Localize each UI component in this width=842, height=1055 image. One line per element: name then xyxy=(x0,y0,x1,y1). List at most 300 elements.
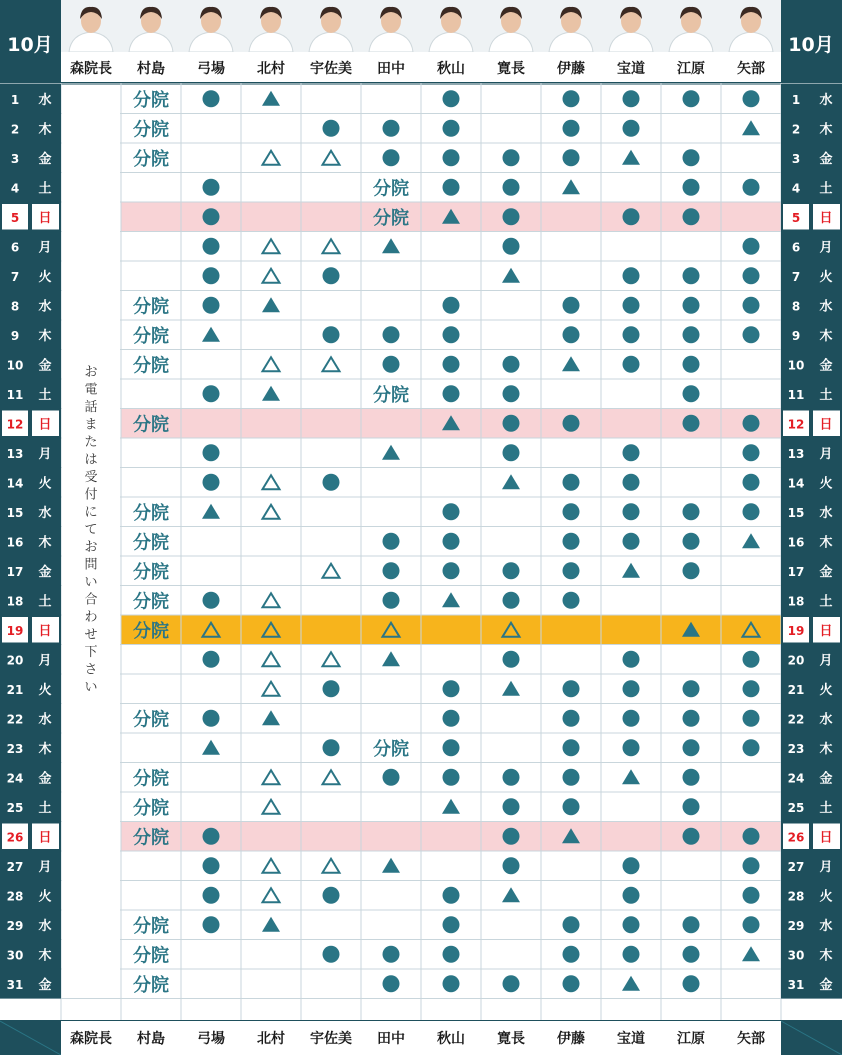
weekday-right: 金 xyxy=(819,977,833,993)
day-number-left: 19 xyxy=(6,623,24,638)
day-number-right: 27 xyxy=(787,859,805,874)
doctor-name-footer: 北村 xyxy=(257,1031,285,1047)
vertical-note-char: お xyxy=(84,540,98,555)
available-circle xyxy=(683,916,700,933)
weekday-right: 水 xyxy=(819,92,833,108)
weekday-right: 日 xyxy=(819,830,833,846)
available-circle xyxy=(323,326,340,343)
weekday-right: 金 xyxy=(819,771,833,787)
day-number-left: 22 xyxy=(6,712,24,727)
day-number-right: 5 xyxy=(791,210,801,225)
available-circle xyxy=(683,356,700,373)
branch-label: 分院 xyxy=(133,797,169,819)
available-circle xyxy=(203,208,220,225)
filled-triangle xyxy=(622,976,640,991)
available-circle xyxy=(623,297,640,314)
branch-label: 分院 xyxy=(373,207,409,229)
available-circle xyxy=(563,562,580,579)
available-circle xyxy=(203,267,220,284)
available-circle xyxy=(683,415,700,432)
day-number-right: 9 xyxy=(791,328,801,343)
available-circle xyxy=(383,769,400,786)
weekday-right: 土 xyxy=(819,387,833,403)
row-highlight xyxy=(121,615,781,645)
available-circle xyxy=(683,946,700,963)
available-circle xyxy=(203,651,220,668)
weekday-left: 土 xyxy=(38,800,52,816)
available-circle xyxy=(503,828,520,845)
filled-triangle xyxy=(502,474,520,489)
day-number-left: 29 xyxy=(6,918,24,933)
filled-triangle xyxy=(262,710,280,725)
filled-triangle xyxy=(502,268,520,283)
branch-label: 分院 xyxy=(133,119,169,141)
vertical-note-char: 問 xyxy=(84,557,98,573)
weekday-right: 水 xyxy=(819,505,833,521)
day-number-left: 18 xyxy=(6,594,24,609)
available-circle xyxy=(743,503,760,520)
weekday-left: 木 xyxy=(38,122,52,138)
weekday-right: 木 xyxy=(819,948,833,964)
open-triangle xyxy=(263,239,280,253)
day-number-left: 5 xyxy=(10,210,20,225)
day-number-right: 14 xyxy=(787,476,805,491)
doctor-name: 江原 xyxy=(677,61,705,77)
available-circle xyxy=(503,562,520,579)
available-circle xyxy=(443,120,460,137)
open-triangle xyxy=(263,151,280,165)
branch-label: 分院 xyxy=(133,532,169,554)
available-circle xyxy=(443,562,460,579)
weekday-right: 金 xyxy=(819,358,833,374)
available-circle xyxy=(623,739,640,756)
branch-label: 分院 xyxy=(373,178,409,200)
available-circle xyxy=(683,90,700,107)
available-circle xyxy=(323,946,340,963)
weekday-left: 土 xyxy=(38,594,52,610)
day-number-left: 9 xyxy=(10,328,20,343)
filled-triangle xyxy=(562,179,580,194)
day-number-left: 1 xyxy=(10,92,20,107)
available-circle xyxy=(743,415,760,432)
day-number-right: 3 xyxy=(791,151,801,166)
open-triangle xyxy=(263,682,280,696)
day-number-right: 17 xyxy=(787,564,805,579)
weekday-left: 日 xyxy=(38,623,52,639)
vertical-note-char: い xyxy=(84,680,98,695)
available-circle xyxy=(503,975,520,992)
open-triangle xyxy=(263,475,280,489)
filled-triangle xyxy=(562,356,580,371)
branch-label: 分院 xyxy=(133,89,169,111)
available-circle xyxy=(323,120,340,137)
day-number-right: 1 xyxy=(791,92,801,107)
available-circle xyxy=(503,651,520,668)
day-number-left: 31 xyxy=(6,977,24,992)
weekday-left: 金 xyxy=(38,977,52,993)
weekday-right: 日 xyxy=(819,210,833,226)
filled-triangle xyxy=(262,91,280,106)
filled-triangle xyxy=(262,917,280,932)
available-circle xyxy=(443,710,460,727)
doctor-name: 村島 xyxy=(137,61,165,77)
day-number-left: 23 xyxy=(6,741,24,756)
day-number-left: 21 xyxy=(6,682,24,697)
day-number-right: 23 xyxy=(787,741,805,756)
weekday-left: 水 xyxy=(38,299,52,315)
day-number-left: 10 xyxy=(6,358,24,373)
vertical-note-char: 合 xyxy=(84,592,98,608)
weekday-right: 月 xyxy=(819,240,833,256)
doctor-name-footer: 寛長 xyxy=(497,1031,525,1047)
available-circle xyxy=(563,149,580,166)
weekday-left: 日 xyxy=(38,830,52,846)
available-circle xyxy=(383,946,400,963)
available-circle xyxy=(443,297,460,314)
available-circle xyxy=(743,651,760,668)
available-circle xyxy=(563,739,580,756)
day-number-right: 22 xyxy=(787,712,805,727)
available-circle xyxy=(623,710,640,727)
weekday-right: 月 xyxy=(819,859,833,875)
doctor-name: 宇佐美 xyxy=(310,61,352,77)
doctor-name: 寛長 xyxy=(497,61,525,77)
filled-triangle xyxy=(442,592,460,607)
day-number-right: 8 xyxy=(791,299,801,314)
day-number-right: 30 xyxy=(787,948,805,963)
available-circle xyxy=(443,739,460,756)
filled-triangle xyxy=(382,651,400,666)
weekday-right: 火 xyxy=(819,682,833,698)
branch-label: 分院 xyxy=(133,561,169,583)
available-circle xyxy=(563,503,580,520)
available-circle xyxy=(683,739,700,756)
branch-label: 分院 xyxy=(373,738,409,760)
day-number-right: 19 xyxy=(787,623,805,638)
doctor-name-footer: 村島 xyxy=(137,1031,165,1047)
doctor-name: 森院長 xyxy=(70,61,112,77)
filled-triangle xyxy=(742,946,760,961)
available-circle xyxy=(203,444,220,461)
weekday-left: 金 xyxy=(38,151,52,167)
month-label-right: 10月 xyxy=(788,34,834,56)
available-circle xyxy=(563,710,580,727)
available-circle xyxy=(383,975,400,992)
available-circle xyxy=(683,297,700,314)
available-circle xyxy=(563,120,580,137)
day-number-right: 2 xyxy=(791,122,801,137)
filled-triangle xyxy=(742,120,760,135)
weekday-right: 水 xyxy=(819,299,833,315)
weekday-right: 土 xyxy=(819,800,833,816)
available-circle xyxy=(383,356,400,373)
filled-triangle xyxy=(262,297,280,312)
available-circle xyxy=(503,208,520,225)
day-number-left: 13 xyxy=(6,446,24,461)
vertical-note-char: わ xyxy=(84,610,98,625)
available-circle xyxy=(563,975,580,992)
available-circle xyxy=(503,385,520,402)
available-circle xyxy=(203,238,220,255)
branch-label: 分院 xyxy=(133,502,169,524)
available-circle xyxy=(683,680,700,697)
branch-label: 分院 xyxy=(133,325,169,347)
filled-triangle xyxy=(442,799,460,814)
day-number-right: 6 xyxy=(791,240,801,255)
available-circle xyxy=(503,857,520,874)
day-number-right: 24 xyxy=(787,771,805,786)
day-number-left: 14 xyxy=(6,476,24,491)
available-circle xyxy=(623,651,640,668)
available-circle xyxy=(623,90,640,107)
weekday-left: 金 xyxy=(38,564,52,580)
day-number-right: 29 xyxy=(787,918,805,933)
available-circle xyxy=(743,916,760,933)
available-circle xyxy=(443,533,460,550)
available-circle xyxy=(743,828,760,845)
weekday-right: 火 xyxy=(819,889,833,905)
available-circle xyxy=(623,857,640,874)
available-circle xyxy=(623,356,640,373)
month-label-left: 10月 xyxy=(7,34,53,56)
weekday-left: 金 xyxy=(38,771,52,787)
available-circle xyxy=(743,739,760,756)
available-circle xyxy=(203,179,220,196)
filled-triangle xyxy=(262,386,280,401)
available-circle xyxy=(683,179,700,196)
day-number-left: 8 xyxy=(10,299,20,314)
available-circle xyxy=(503,179,520,196)
open-triangle xyxy=(263,357,280,371)
available-circle xyxy=(683,533,700,550)
branch-label: 分院 xyxy=(133,620,169,642)
weekday-right: 金 xyxy=(819,564,833,580)
available-circle xyxy=(383,562,400,579)
available-circle xyxy=(383,120,400,137)
branch-label: 分院 xyxy=(133,827,169,849)
available-circle xyxy=(383,326,400,343)
branch-label: 分院 xyxy=(133,768,169,790)
available-circle xyxy=(743,680,760,697)
weekday-right: 火 xyxy=(819,476,833,492)
open-triangle xyxy=(323,859,340,873)
vertical-note-char: 電 xyxy=(84,382,98,398)
available-circle xyxy=(743,90,760,107)
weekday-left: 月 xyxy=(38,653,52,669)
available-circle xyxy=(563,90,580,107)
doctor-name: 田中 xyxy=(377,61,405,77)
open-triangle xyxy=(263,888,280,902)
filled-triangle xyxy=(622,769,640,784)
weekday-right: 土 xyxy=(819,181,833,197)
weekday-right: 日 xyxy=(819,417,833,433)
day-number-right: 21 xyxy=(787,682,805,697)
available-circle xyxy=(563,297,580,314)
day-number-left: 12 xyxy=(6,417,24,432)
available-circle xyxy=(683,503,700,520)
available-circle xyxy=(683,385,700,402)
vertical-note-char: 下 xyxy=(84,645,98,660)
doctor-name-footer: 伊藤 xyxy=(557,1031,585,1047)
doctor-name: 秋山 xyxy=(437,61,465,77)
available-circle xyxy=(623,267,640,284)
available-circle xyxy=(743,179,760,196)
available-circle xyxy=(563,592,580,609)
doctor-name-footer: 宇佐美 xyxy=(310,1031,352,1047)
weekday-right: 月 xyxy=(819,446,833,462)
day-number-right: 12 xyxy=(787,417,805,432)
branch-label: 分院 xyxy=(133,296,169,318)
weekday-right: 金 xyxy=(819,151,833,167)
row-highlight xyxy=(121,822,781,852)
available-circle xyxy=(203,297,220,314)
open-triangle xyxy=(263,770,280,784)
vertical-note-char: 受 xyxy=(84,470,98,485)
open-triangle xyxy=(263,593,280,607)
open-triangle xyxy=(323,357,340,371)
vertical-note-char: 話 xyxy=(84,400,98,415)
available-circle xyxy=(623,887,640,904)
available-circle xyxy=(563,415,580,432)
available-circle xyxy=(563,946,580,963)
weekday-left: 日 xyxy=(38,417,52,433)
available-circle xyxy=(623,503,640,520)
available-circle xyxy=(203,592,220,609)
available-circle xyxy=(443,179,460,196)
weekday-right: 木 xyxy=(819,328,833,344)
doctor-name-footer: 江原 xyxy=(677,1031,705,1047)
weekday-right: 木 xyxy=(819,122,833,138)
available-circle xyxy=(443,887,460,904)
doctor-name-footer: 田中 xyxy=(377,1031,405,1047)
vertical-note-char: は xyxy=(84,452,98,468)
vertical-note-char: 付 xyxy=(84,487,98,503)
day-number-left: 30 xyxy=(6,948,24,963)
available-circle xyxy=(683,562,700,579)
available-circle xyxy=(503,769,520,786)
open-triangle xyxy=(263,269,280,283)
available-circle xyxy=(683,769,700,786)
weekday-left: 木 xyxy=(38,535,52,551)
filled-triangle xyxy=(202,327,220,342)
doctor-name: 宝道 xyxy=(617,61,645,77)
available-circle xyxy=(443,385,460,402)
available-circle xyxy=(743,267,760,284)
day-number-right: 20 xyxy=(787,653,805,668)
available-circle xyxy=(743,857,760,874)
open-triangle xyxy=(323,564,340,578)
available-circle xyxy=(383,533,400,550)
weekday-right: 木 xyxy=(819,741,833,757)
branch-label: 分院 xyxy=(133,709,169,731)
available-circle xyxy=(503,149,520,166)
weekday-left: 火 xyxy=(38,269,52,285)
available-circle xyxy=(683,975,700,992)
available-circle xyxy=(203,385,220,402)
available-circle xyxy=(443,149,460,166)
available-circle xyxy=(443,680,460,697)
filled-triangle xyxy=(202,504,220,519)
available-circle xyxy=(743,238,760,255)
available-circle xyxy=(623,120,640,137)
available-circle xyxy=(203,887,220,904)
day-number-left: 3 xyxy=(10,151,20,166)
branch-label: 分院 xyxy=(133,945,169,967)
doctor-name: 伊藤 xyxy=(557,61,585,77)
weekday-left: 木 xyxy=(38,948,52,964)
weekday-right: 水 xyxy=(819,712,833,728)
day-number-right: 28 xyxy=(787,889,805,904)
day-number-left: 20 xyxy=(6,653,24,668)
available-circle xyxy=(503,356,520,373)
doctor-name-footer: 宝道 xyxy=(617,1031,645,1047)
branch-label: 分院 xyxy=(133,414,169,436)
available-circle xyxy=(503,238,520,255)
day-number-right: 25 xyxy=(787,800,805,815)
doctor-name-footer: 秋山 xyxy=(437,1031,465,1047)
weekday-left: 土 xyxy=(38,387,52,403)
available-circle xyxy=(443,326,460,343)
available-circle xyxy=(743,710,760,727)
available-circle xyxy=(203,857,220,874)
available-circle xyxy=(443,356,460,373)
available-circle xyxy=(443,503,460,520)
day-number-left: 16 xyxy=(6,535,24,550)
open-triangle xyxy=(323,770,340,784)
branch-label: 分院 xyxy=(373,384,409,406)
available-circle xyxy=(623,444,640,461)
day-number-right: 26 xyxy=(787,830,805,845)
open-triangle xyxy=(263,859,280,873)
available-circle xyxy=(743,474,760,491)
weekday-left: 火 xyxy=(38,682,52,698)
available-circle xyxy=(683,267,700,284)
available-circle xyxy=(503,592,520,609)
available-circle xyxy=(563,798,580,815)
day-number-right: 18 xyxy=(787,594,805,609)
weekday-left: 火 xyxy=(38,889,52,905)
available-circle xyxy=(683,149,700,166)
day-number-left: 4 xyxy=(10,181,20,196)
weekday-left: 木 xyxy=(38,741,52,757)
vertical-note-char: て xyxy=(84,522,98,538)
doctor-name: 矢部 xyxy=(737,61,765,77)
available-circle xyxy=(623,946,640,963)
weekday-left: 水 xyxy=(38,505,52,521)
filled-triangle xyxy=(502,681,520,696)
available-circle xyxy=(743,887,760,904)
weekday-left: 木 xyxy=(38,328,52,344)
available-circle xyxy=(683,828,700,845)
available-circle xyxy=(383,149,400,166)
available-circle xyxy=(743,297,760,314)
filled-triangle xyxy=(382,238,400,253)
available-circle xyxy=(503,415,520,432)
day-number-right: 4 xyxy=(791,181,801,196)
open-triangle xyxy=(323,151,340,165)
vertical-note-char: に xyxy=(84,505,98,520)
day-number-left: 28 xyxy=(6,889,24,904)
available-circle xyxy=(563,916,580,933)
weekday-right: 土 xyxy=(819,594,833,610)
available-circle xyxy=(203,828,220,845)
day-number-right: 13 xyxy=(787,446,805,461)
day-number-left: 6 xyxy=(10,240,20,255)
day-number-left: 26 xyxy=(6,830,24,845)
doctor-name: 北村 xyxy=(257,61,285,77)
vertical-note-char: い xyxy=(84,575,98,590)
open-triangle xyxy=(263,505,280,519)
